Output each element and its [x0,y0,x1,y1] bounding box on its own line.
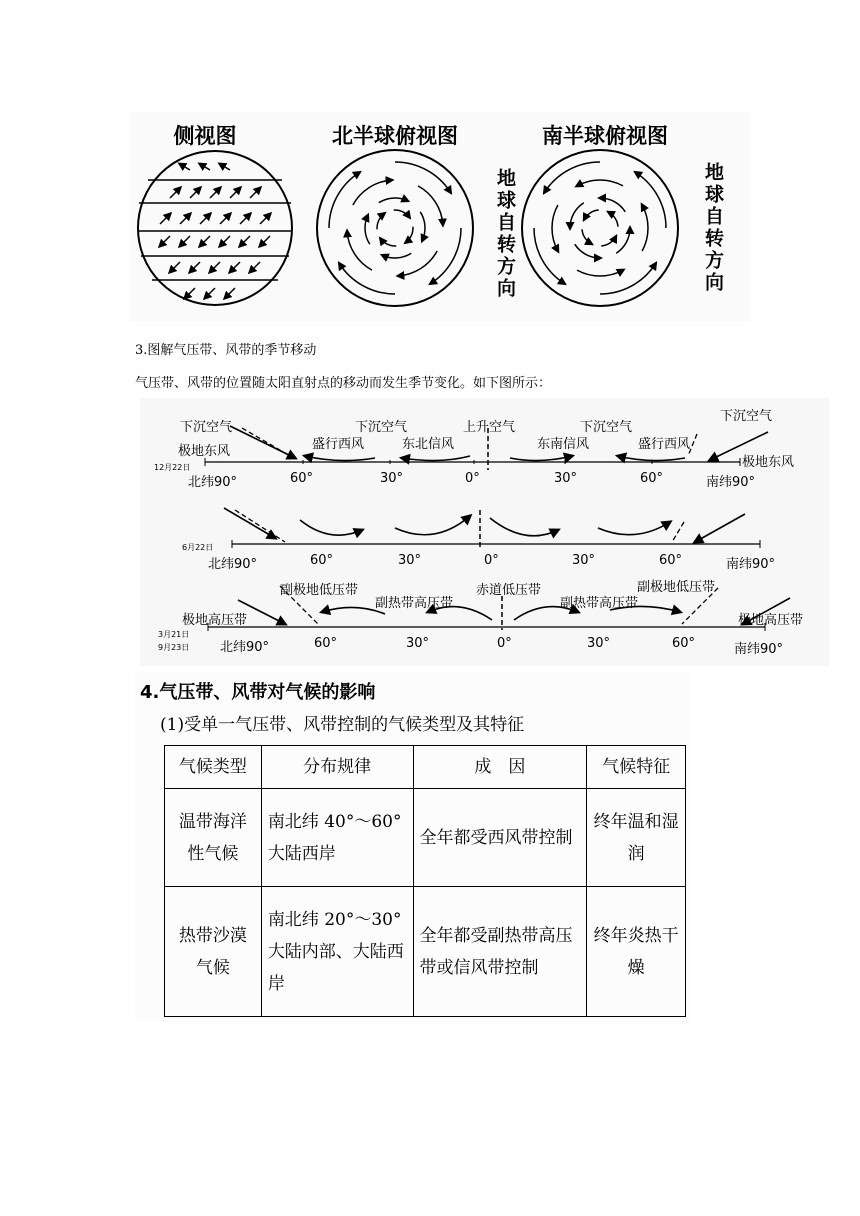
wind-arrow [600,198,625,212]
wind-arrow [260,214,270,224]
wind-arrow [220,164,230,170]
th-distribution: 分布规律 [261,746,413,789]
date-dec: 12月22日 [154,463,191,472]
label-subtropical-high-2: 副热带高压带 [560,596,639,611]
wind-arrow [230,262,240,272]
label-descending-3: 下沉空气 [580,420,633,435]
wind-arrow [582,229,591,244]
wind-arrow [210,188,220,198]
label-westerly-1: 盛行西风 [312,437,365,452]
label-westerly-2: 盛行西风 [638,437,691,452]
wind-arrow [205,288,215,298]
table-header-row [165,746,686,789]
tick-n60-3: 60° [314,636,338,651]
th-features: 气候特征 [587,746,686,789]
climate-table [164,745,686,1017]
wind-arrow [170,188,180,198]
wind-arrow [353,180,392,205]
wind-arrow [180,164,190,170]
wind-arrow [260,236,270,246]
tick-s30-1: 30° [554,471,578,486]
th-climate-type: 气候类型 [165,746,262,789]
wind-arrow [575,244,600,258]
label-ascending: 上升空气 [463,420,516,435]
tick-n30-3: 30° [406,636,430,651]
rotation-label-south: 地球自转方向 [702,162,724,294]
wind-arrow [398,251,437,276]
wind-arrow [240,214,250,224]
tick-s90-3: 南纬90° [734,642,784,657]
date-jun: 6月22日 [182,543,214,552]
wind-arrow [200,164,210,170]
tick-n90-1: 北纬90° [188,475,238,490]
tick-n30-1: 30° [380,471,404,486]
tick-n90-3: 北纬90° [220,640,270,655]
cell-distribution: 南北纬 20°～30°大陆内部、大陆西岸 [261,887,413,1017]
wind-arrow [250,188,260,198]
label-se-trade: 东南信风 [537,437,590,452]
tick-s30-2: 30° [572,553,596,568]
tick-0-1: 0° [465,471,480,486]
table-row [165,789,686,887]
date-sep: 9月23日 [158,643,190,652]
tick-s90-1: 南纬90° [706,475,756,490]
label-polar-high-2: 极地高压带 [738,613,804,628]
th-cause: 成 因 [413,746,587,789]
date-mar: 3月21日 [158,630,190,639]
wind-arrow [180,236,190,246]
wind-arrow [577,270,623,276]
wind-arrow [180,214,190,224]
cell-features: 终年温和湿润 [587,789,686,887]
cell-distribution: 南北纬 40°～60°大陆西岸 [261,789,413,887]
label-polar-easterly-2: 极地东风 [742,455,795,470]
north-view-globe [317,150,473,306]
wind-arrow [616,228,630,253]
label-polar-high-1: 极地高压带 [182,613,248,628]
wind-arrow [200,214,210,224]
label-descending-4: 下沉空气 [720,409,773,424]
wind-arrow [365,216,370,245]
wind-arrow [609,212,618,227]
wind-arrow [394,210,410,217]
belt-diagram [140,398,830,666]
wind-arrow [170,262,180,272]
wind-arrow [240,236,250,246]
wind-arrow [160,236,170,246]
wind-arrow [220,214,230,224]
wind-arrow [383,253,412,258]
tick-s60-1: 60° [640,471,664,486]
label-subtropical-high-1: 副热带高压带 [375,596,454,611]
wind-arrow [250,262,260,272]
side-view-title: 侧视图 [173,124,237,148]
wind-arrow [379,198,408,203]
label-subpolar-low-2: 副极地低压带 [637,580,716,595]
wind-arrow [577,180,623,186]
label-subpolar-low-1: 副极地低压带 [280,583,359,598]
wind-arrow [406,227,413,243]
wind-arrow [210,262,220,272]
table-row [165,887,686,1017]
wind-arrow [420,212,425,241]
label-polar-easterly-1: 极地东风 [178,444,231,459]
tick-s60-3: 60° [672,636,696,651]
wind-arrow [418,186,443,225]
cell-features: 终年炎热干燥 [587,887,686,1017]
wind-arrow [381,239,397,246]
wind-arrow [584,210,599,219]
side-view-globe [138,151,292,305]
section3-intro: 气压带、风带的位置随太阳直射点的移动而发生季节变化。如下图所示： [135,376,552,391]
tick-n60-2: 60° [310,553,334,568]
wind-arrow [160,214,170,224]
wind-arrow [200,236,210,246]
tick-s60-2: 60° [659,553,683,568]
wind-arrow [347,231,372,270]
wind-arrow [225,288,235,298]
wind-arrow [190,262,200,272]
label-descending-2: 下沉空气 [355,420,408,435]
wind-arrow [190,188,200,198]
tick-0-3: 0° [497,636,512,651]
rotation-label-north: 地球自转方向 [494,168,516,300]
wind-arrow [230,188,240,198]
cell-cause: 全年都受副热带高压带或信风带控制 [413,887,587,1017]
label-descending-1: 下沉空气 [180,420,233,435]
wind-arrow [220,236,230,246]
label-equatorial-low: 赤道低压带 [476,583,542,598]
tick-n30-2: 30° [398,553,422,568]
section4-heading: 4.气压带、风带对气候的影响 [140,682,376,703]
cell-climate-type: 温带海洋性气候 [165,789,262,887]
wind-arrow [185,288,195,298]
tick-n90-2: 北纬90° [208,557,258,572]
section3-heading: 3.图解气压带、风带的季节移动 [135,343,317,358]
north-view-title: 北半球俯视图 [332,124,458,148]
wind-arrow [601,237,616,246]
wind-arrow [377,214,384,230]
globe-diagrams [0,0,860,330]
tick-s90-2: 南纬90° [726,557,776,572]
wind-arrow [642,205,648,251]
tick-s30-3: 30° [587,636,611,651]
section4-subheading: (1)受单一气压带、风带控制的气候类型及其特征 [160,715,525,735]
wind-arrow [570,203,584,228]
cell-climate-type: 热带沙漠气候 [165,887,262,1017]
wind-arrow [552,205,558,251]
label-ne-trade: 东北信风 [402,437,455,452]
south-view-globe [522,150,678,306]
tick-0-2: 0° [484,553,499,568]
south-view-title: 南半球俯视图 [542,124,668,148]
tick-n60-1: 60° [290,471,314,486]
cell-cause: 全年都受西风带控制 [413,789,587,887]
